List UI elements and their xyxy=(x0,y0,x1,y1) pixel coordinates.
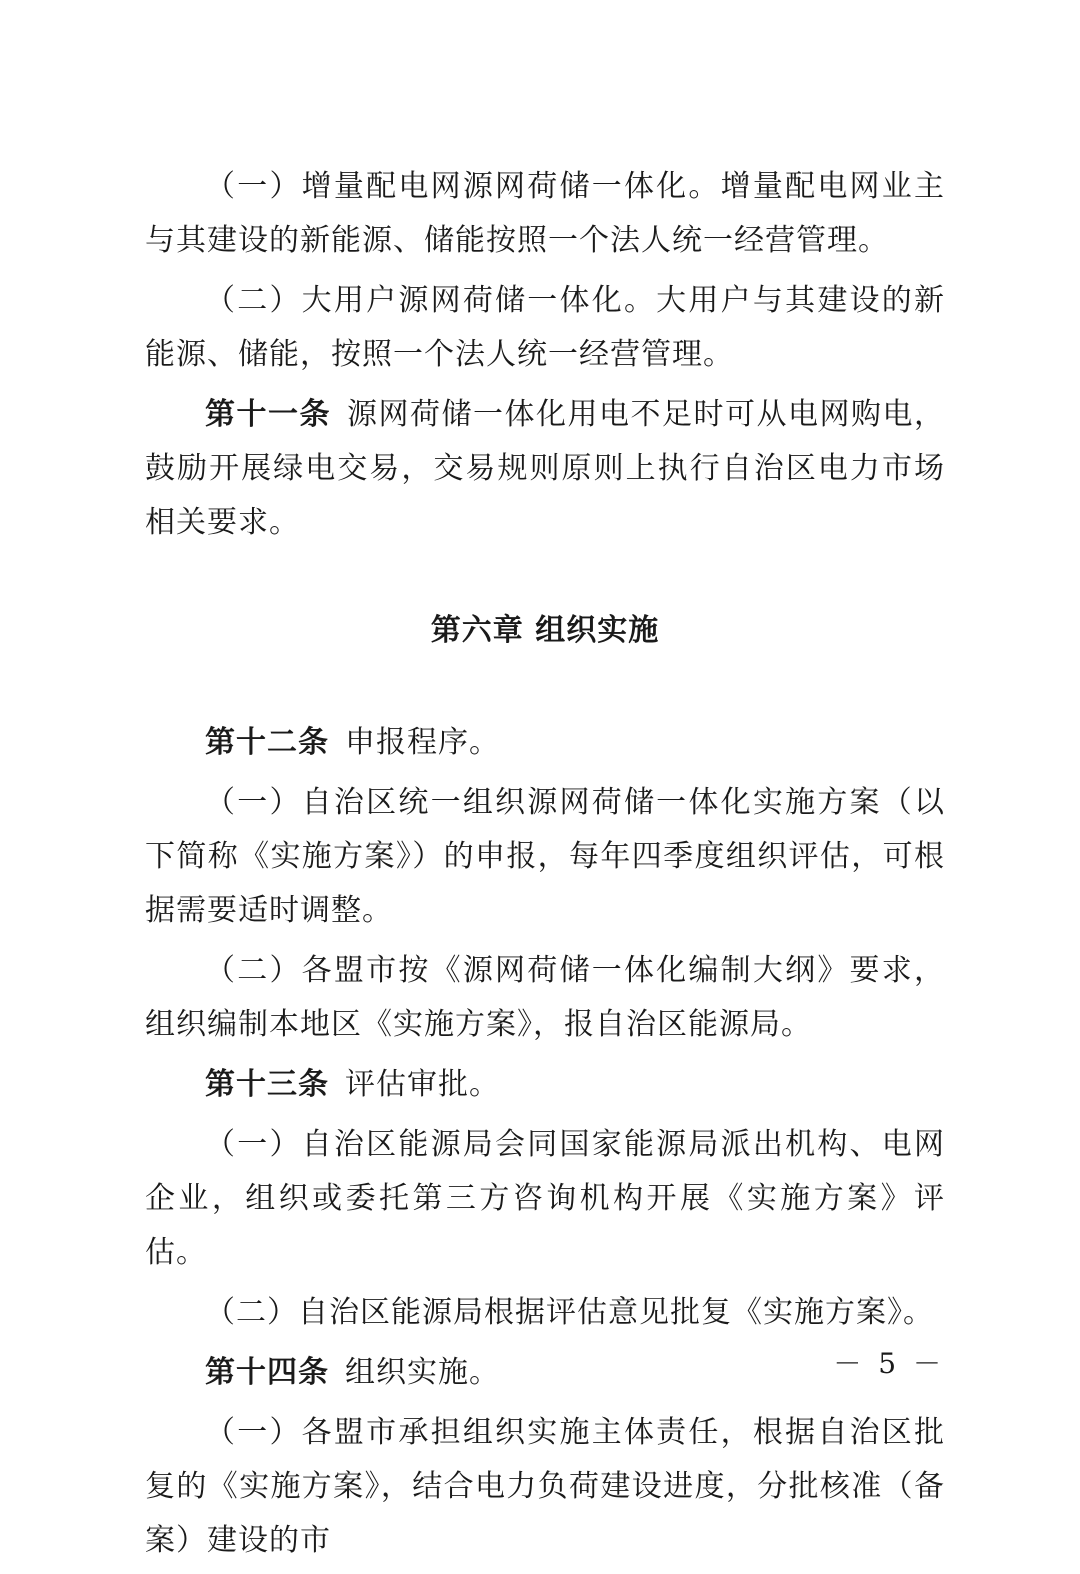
paragraph-text: （一）增量配电网源网荷储一体化。增量配电网业主与其建设的新能源、储能按照一个法人统一经营管理。 xyxy=(145,169,945,258)
paragraph-text: 组织实施。 xyxy=(345,1355,500,1390)
paragraph-text: 评估审批。 xyxy=(345,1067,500,1102)
paragraph-review-1 xyxy=(145,1118,945,1280)
paragraph-text: （二）各盟市按《源网荷储一体化编制大纲》要求，组织编制本地区《实施方案》，报自治区能源局。 xyxy=(145,953,945,1042)
paragraph-text: （一）各盟市承担组织实施主体责任，根据自治区批复的《实施方案》，结合电力负荷建设进度，分批核准（备案）建设的市 xyxy=(145,1415,945,1558)
paragraph-implementation-1 xyxy=(145,1406,945,1568)
paragraph-text: 源网荷储一体化用电不足时可从电网购电，鼓励开展绿电交易，交易规则原则上执行自治区电力市场相关要求。 xyxy=(145,397,945,540)
paragraph-application-2 xyxy=(145,944,945,1052)
article-label: 第十三条 xyxy=(205,1067,329,1102)
paragraph-application-1 xyxy=(145,776,945,938)
paragraph-text: 申报程序。 xyxy=(345,725,500,760)
paragraph-text: （二）自治区能源局根据评估意见批复《实施方案》。 xyxy=(205,1295,934,1330)
page-number: － 5 － xyxy=(833,1347,945,1380)
paragraph-text: （一）自治区能源局会同国家能源局派出机构、电网企业，组织或委托第三方咨询机构开展《实施方案》评估。 xyxy=(145,1127,945,1270)
article-11 xyxy=(145,388,945,550)
paragraph-incremental-grid xyxy=(145,160,945,268)
article-label: 第十二条 xyxy=(205,725,329,760)
paragraph-review-2 xyxy=(145,1286,945,1340)
page-content xyxy=(145,160,945,1574)
paragraph-text: （二）大用户源网荷储一体化。大用户与其建设的新能源、储能，按照一个法人统一经营管理。 xyxy=(145,283,945,372)
article-13 xyxy=(145,1058,945,1112)
paragraph-text: （一）自治区统一组织源网荷储一体化实施方案（以下简称《实施方案》）的申报，每年四季度组织评估，可根据需要适时调整。 xyxy=(145,785,945,928)
article-label: 第十四条 xyxy=(205,1355,329,1390)
paragraph-large-user xyxy=(145,274,945,382)
article-14 xyxy=(145,1346,945,1400)
article-12 xyxy=(145,716,945,770)
chapter-heading: 第六章 组织实施 xyxy=(430,613,660,648)
article-label: 第十一条 xyxy=(205,397,331,432)
